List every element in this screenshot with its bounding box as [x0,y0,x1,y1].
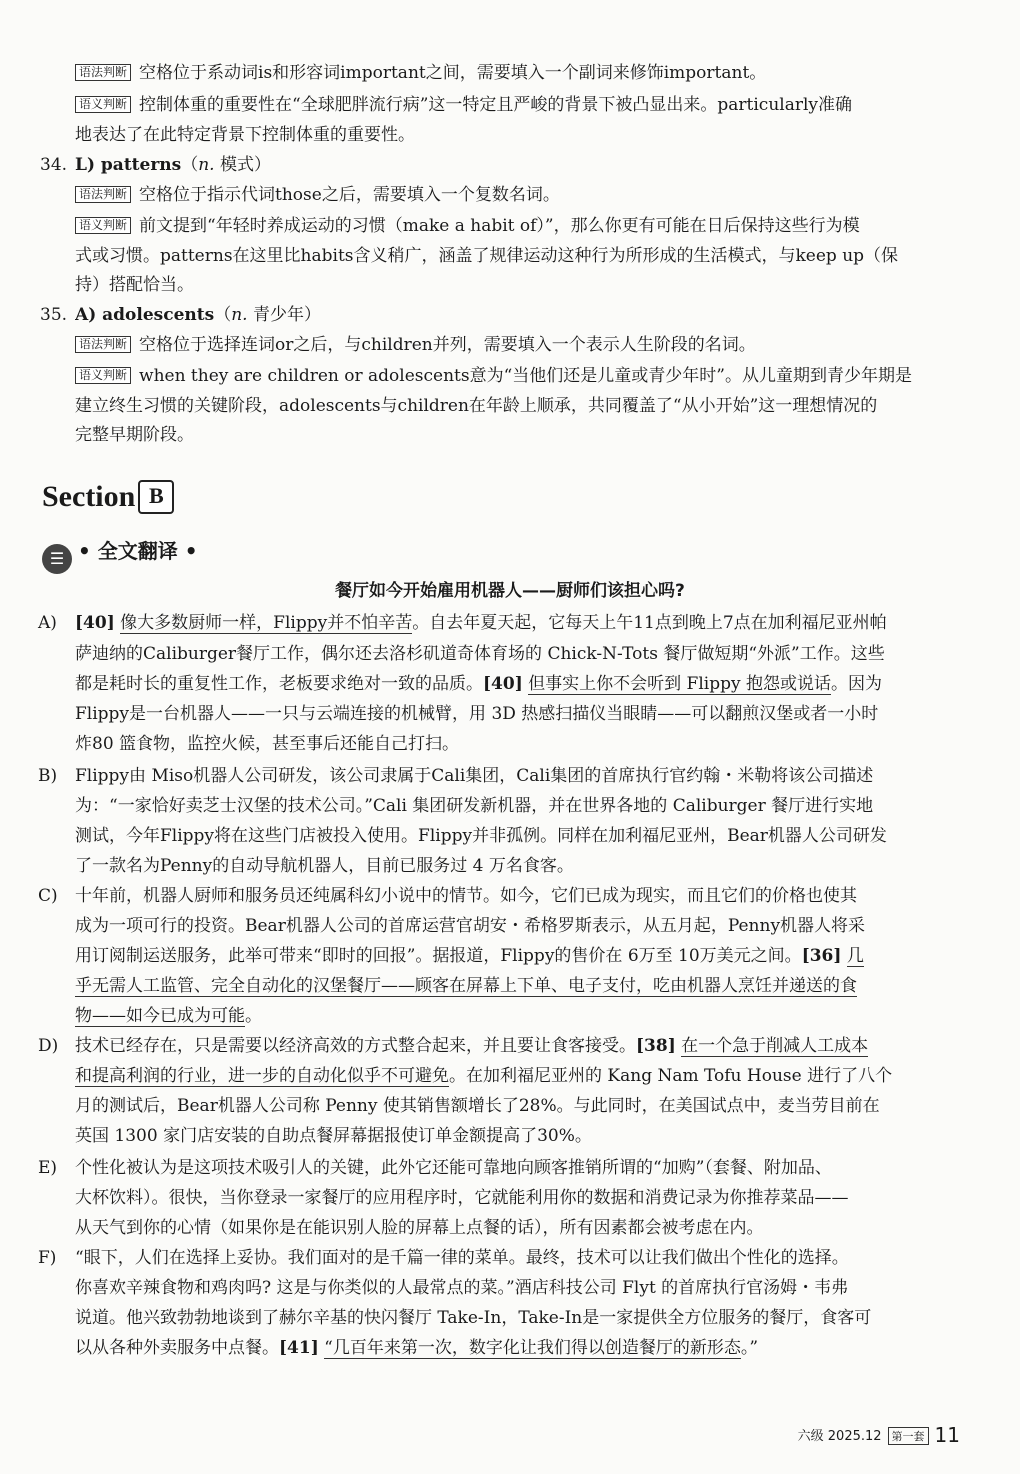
paragraph-f-line-4 [75,1335,955,1363]
semantic-tag: 语义判断 [75,96,131,113]
paragraph-f-line-3 [75,1305,955,1333]
item35-gloss: 青少年 [252,305,304,325]
underlined-text: 和提高利润的行业，进一步的自动化似乎不可避免 [75,1066,449,1086]
paragraph-f-line-2 [75,1275,955,1303]
paragraph-text: 。自去年夏天起，它每天上午11点到晚上7点在加利福尼亚州帕 [412,613,887,633]
item35-semantic-line-3 [75,422,955,450]
paragraph-text: 都是耗时长的重复性工作，老板要求绝对一致的品质。 [75,674,483,694]
paragraph-c-label: C) [38,886,58,906]
underlined-text: “几百年来第一次，数字化让我们得以创造餐厅的新形态 [324,1338,741,1358]
underlined-text: 几 [846,946,864,966]
underlined-text: 但事实上你不会听到 Flippy 抱怨或说话 [528,674,832,694]
paragraph-d-line-2 [75,1063,955,1091]
item34-pos: n. [198,155,215,175]
item34-semantic-text-1: 前文提到“年轻时养成运动的习惯（make a habit of）”，那么你更有可能在日后保持这些行为模 [139,216,860,236]
paragraph-text: 为：“一家恰好卖芝士汉堡的技术公司。”Cali 集团研发新机器，并在世界各地的 Caliburger 餐厅进行实地 [75,796,874,816]
item34-answer: L) patterns [75,155,182,175]
paragraph-text: “眼下，人们在选择上妥协。我们面对的是千篇一律的菜单。最终，技术可以让我们做出个性化的选择。 [75,1248,849,1268]
item35-pos: n. [231,305,248,325]
underlined-text: 物——如今已成为可能 [75,1006,245,1026]
paragraph-f-label: F) [38,1248,57,1268]
item34-grammar-text: 空格位于指示代词those之后，需要填入一个复数名词。 [139,185,560,205]
paragraph-text: 炸80 篮食物，监控火候，甚至事后还能自己打扫。 [75,734,460,754]
translation-heading [42,535,198,574]
paragraph-a-line-5 [75,731,955,759]
grammar-tag: 语法判断 [75,336,131,353]
item34-answer-line: L) patterns（n. 模式） [75,155,271,175]
item33-semantic-line [75,92,955,120]
paragraph-e-line-1 [75,1155,955,1183]
paragraph-c-line-4 [75,973,955,1001]
paragraph-text: 月的测试后，Bear机器人公司称 Penny 使其销售额增长了28%。与此同时，在美国试点中，麦当劳目前在 [75,1096,880,1116]
item35-semantic-line [75,363,955,391]
paragraph-b-line-1 [75,763,955,791]
paragraph-text: 技术已经存在，只是需要以经济高效的方式整合起来，并且要让食客接受。 [75,1036,636,1056]
item34-semantic-line-2 [75,243,955,271]
paragraph-a-line-1 [75,610,955,638]
paragraph-text: 萨迪纳的Caliburger餐厅工作，偶尔还去洛杉矶道奇体育场的 Chick-N-Tots 餐厅做短期“外派”工作。这些 [75,644,885,664]
item34-grammar-line [75,182,955,210]
paragraph-text: 个性化被认为是这项技术吸引人的关键，此外它还能可靠地向顾客推销所谓的“加购”（套餐、附加品、 [75,1158,832,1178]
paragraph-text: 大杯饮料）。很快，当你登录一家餐厅的应用程序时，它就能利用你的数据和消费记录为你推荐菜品—— [75,1188,849,1208]
item33-semantic-text-1: 控制体重的重要性在“全球肥胖流行病”这一特定且严峻的背景下被凸显出来。particularly准确 [139,95,853,115]
item33-grammar-line [75,60,955,88]
paragraph-text: 测试，今年Flippy将在这些门店被投入使用。Flippy并非孤例。同样在加利福尼亚州，Bear机器人公司研发 [75,826,887,846]
paragraph-text: 英国 1300 家门店安装的自助点餐屏幕据报使订单金额提高了30%。 [75,1126,592,1146]
item34-semantic-line-3 [75,272,955,300]
footer-level: 六级 2025.12 [797,1429,882,1444]
item34-semantic-text-2: 式或习惯。patterns在这里比habits含义稍广，涵盖了规律运动这种行为所形成的生活模式，与keep up（保 [75,246,899,266]
item33-semantic-line-2 [75,122,955,150]
item35-semantic-text-2: 建立终生习惯的关键阶段，adolescents与children在年龄上顺承，共同覆盖了“从小开始”这一理想情况的 [75,396,878,416]
answer-ref: [38] [636,1036,676,1056]
footer-set: 第一套 [888,1427,929,1445]
item35-grammar-line [75,332,955,360]
underlined-text: 像大多数厨师一样，Flippy并不怕辛苦 [120,613,413,633]
paragraph-a-line-4 [75,701,955,729]
paragraph-a-label: A) [38,613,57,633]
item34-semantic-text-3: 持）搭配恰当。 [75,275,194,295]
item33-semantic-text-2: 地表达了在此特定背景下控制体重的重要性。 [75,125,415,145]
paragraph-text: 你喜欢辛辣食物和鸡肉吗? 这是与你类似的人最常点的菜。”酒店科技公司 Flyt 的首席执行官汤姆・韦弗 [75,1278,849,1298]
page-number: 11 [934,1423,960,1447]
paragraph-d-label: D) [38,1036,59,1056]
paragraph-text: 以从各种外卖服务中点餐。 [75,1338,279,1358]
answer-ref: [41] [279,1338,319,1358]
paragraph-a-line-3 [75,671,955,699]
answer-ref: [40] [483,674,523,694]
semantic-tag: 语义判断 [75,217,131,234]
paragraph-text: 。 [245,1006,262,1026]
paragraph-c-line-3 [75,943,955,971]
item35-number: 35. [40,305,68,325]
item35-grammar-text: 空格位于选择连词or之后，与children并列，需要填入一个表示人生阶段的名词。 [139,335,756,355]
paragraph-e-label: E) [38,1158,58,1178]
item35-semantic-text-1: when they are children or adolescents意为“当他们还是儿童或青少年时”。从儿童期到青少年期是 [139,366,912,386]
item35-semantic-text-3: 完整早期阶段。 [75,425,194,445]
item35-answer: A) adolescents [75,305,215,325]
paragraph-b-line-3 [75,823,955,851]
answer-ref: [36] [801,946,842,966]
paragraph-d-line-1 [75,1033,955,1061]
paragraph-e-line-3 [75,1215,955,1243]
paragraph-b-line-4 [75,853,955,881]
item34-semantic-line [75,213,955,241]
paragraph-text: 。因为 [831,674,883,694]
paragraph-a-line-2 [75,641,955,669]
paragraph-text: 说道。他兴致勃勃地谈到了赫尔辛基的快闪餐厅 Take-In，Take-In是一家提供全方位服务的餐厅，食客可 [75,1308,872,1328]
section-word: Section [42,480,136,513]
item35-answer-line: A) adolescents（n. 青少年） [75,305,321,325]
page-footer [798,1423,960,1447]
paragraph-d-line-3 [75,1093,955,1121]
paragraph-b-line-2 [75,793,955,821]
paragraph-text: 了一款名为Penny的自动导航机器人，目前已服务过 4 万名食客。 [75,856,574,876]
item35-semantic-line-2 [75,393,955,421]
grammar-tag: 语法判断 [75,186,131,203]
paragraph-text: 从天气到你的心情（如果你是在能识别人脸的屏幕上点餐的话），所有因素都会被考虑在内。 [75,1218,764,1238]
answer-ref: [40] [75,613,115,633]
paragraph-text: 用订阅制运送服务，此举可带来“即时的回报”。据报道，Flippy的售价在 6万至 10万美元之间。 [75,946,802,966]
paragraph-text: Flippy是一台机器人——一只与云端连接的机械臂，用 3D 热感扫描仪当眼睛——可以翻煎汉堡或者一小时 [75,704,879,724]
paragraph-text: Flippy由 Miso机器人公司研发，该公司隶属于Cali集团，Cali集团的首席执行官约翰・米勒将该公司描述 [75,766,874,786]
item34-number: 34. [40,155,68,175]
paragraph-c-line-1 [75,883,955,911]
paragraph-text: 。在加利福尼亚州的 Kang Nam Tofu House 进行了八个 [449,1066,893,1086]
underlined-text: 在一个急于削减人工成本 [681,1036,869,1056]
paragraph-e-line-2 [75,1185,955,1213]
underlined-text: 乎无需人工监管、完全自动化的汉堡餐厅——顾客在屏幕上下单、电子支付，吃由机器人烹饪并递送的食 [75,976,857,996]
paragraph-c-line-5 [75,1003,955,1031]
translation-icon: ☰ [42,544,72,574]
item33-grammar-text: 空格位于系动词is和形容词important之间，需要填入一个副词来修饰important。 [139,63,767,83]
section-letter-badge: B [138,480,174,514]
article-title: 餐厅如今开始雇用机器人——厨师们该担心吗? [335,581,685,601]
paragraph-d-line-4 [75,1123,955,1151]
paragraph-text: 十年前，机器人厨师和服务员还纯属科幻小说中的情节。如今，它们已成为现实，而且它们的价格也使其 [75,886,857,906]
paragraph-f-line-1 [75,1245,955,1273]
translation-heading-text: • 全文翻译 • [78,539,198,563]
section-heading [42,480,174,514]
grammar-tag: 语法判断 [75,64,131,81]
paragraph-text: 。” [740,1338,759,1358]
semantic-tag: 语义判断 [75,367,131,384]
paragraph-b-label: B) [38,766,58,786]
paragraph-text: 成为一项可行的投资。Bear机器人公司的首席运营官胡安・希格罗斯表示，从五月起，Penny机器人将采 [75,916,866,936]
item34-gloss: 模式 [220,155,254,175]
paragraph-c-line-2 [75,913,955,941]
